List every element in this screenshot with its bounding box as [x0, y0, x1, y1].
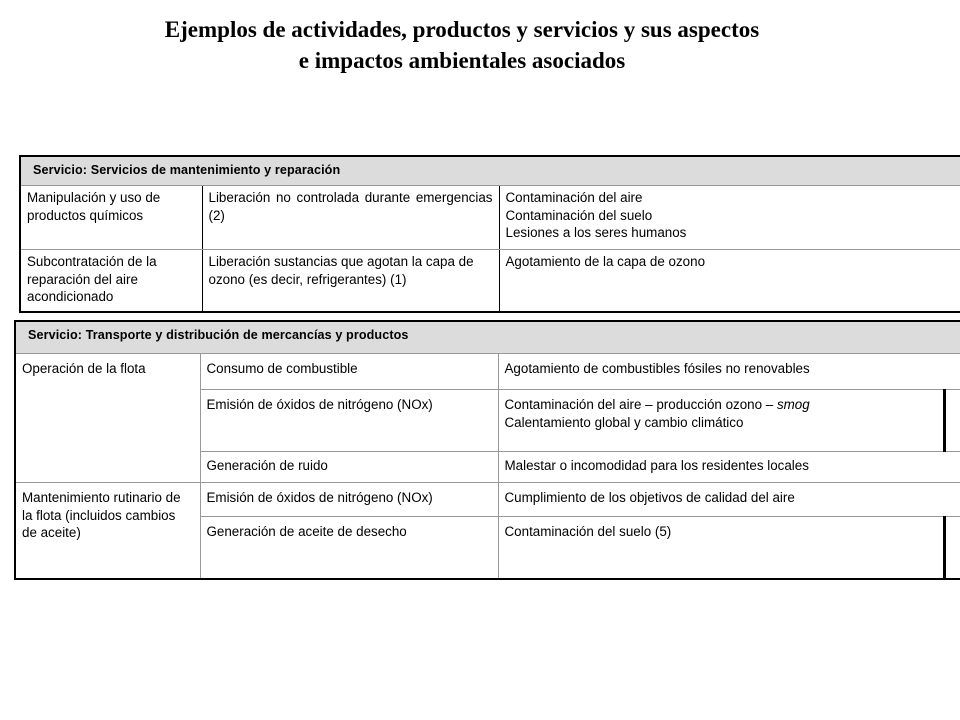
impact-text: Contaminación del aire – producción ozono – — [504, 397, 777, 412]
impact-emphasis: smog — [776, 397, 810, 412]
empty-cell — [944, 390, 960, 452]
table-row — [20, 250, 960, 313]
impact-cell: Agotamiento de combustibles fósiles no renovables — [498, 354, 960, 390]
table-row — [15, 483, 960, 517]
title-line-2: e impactos ambientales asociados — [298, 48, 626, 73]
impact-cell: Malestar o incomodidad para los residentes locales — [504, 458, 809, 473]
maintenance-service-table — [19, 155, 960, 313]
activity-cell: Mantenimiento rutinario de la flota (incluidos cambios de aceite) — [15, 483, 200, 580]
table-header: Servicio: Transporte y distribución de mercancías y productos — [15, 321, 960, 354]
transport-service-table — [14, 320, 960, 580]
impact-line — [505, 396, 937, 414]
activity-cell: Operación de la flota — [15, 354, 200, 483]
impact-line: Lesiones a los seres humanos — [505, 225, 687, 240]
aspect-cell: Emisión de óxidos de nitrógeno (NOx) — [200, 390, 498, 452]
aspect-cell: Consumo de combustible — [200, 354, 498, 390]
impact-cell — [498, 390, 944, 452]
impact-cell: Cumplimiento de los objetivos de calidad del aire — [498, 483, 960, 517]
page-title — [0, 14, 924, 76]
impact-line: Agotamiento de la capa de ozono — [505, 254, 706, 269]
impact-line: Contaminación del aire — [505, 190, 643, 205]
table-row — [15, 354, 960, 390]
impact-cell — [499, 250, 960, 313]
impact-cell — [499, 186, 960, 250]
table-row — [20, 186, 960, 250]
table-header: Servicio: Servicios de mantenimiento y reparación — [20, 156, 960, 186]
activity-cell: Manipulación y uso de productos químicos — [20, 186, 202, 250]
aspect-cell: Emisión de óxidos de nitrógeno (NOx) — [200, 483, 498, 517]
impact-line: Calentamiento global y cambio climático — [504, 414, 744, 430]
impact-line: Contaminación del suelo — [505, 207, 653, 223]
empty-cell — [944, 517, 960, 580]
aspect-cell: Generación de ruido — [200, 452, 498, 483]
activity-cell: Subcontratación de la reparación del aire acondicionado — [20, 250, 202, 313]
aspect-cell: Generación de aceite de desecho — [200, 517, 498, 580]
aspect-cell: Liberación no controlada durante emergencias (2) — [202, 186, 499, 250]
aspect-cell: Liberación sustancias que agotan la capa de ozono (es decir, refrigerantes) (1) — [202, 250, 499, 313]
title-line-1: Ejemplos de actividades, productos y servicios y sus aspectos — [164, 17, 760, 42]
impact-cell: Contaminación del suelo (5) — [498, 517, 944, 580]
